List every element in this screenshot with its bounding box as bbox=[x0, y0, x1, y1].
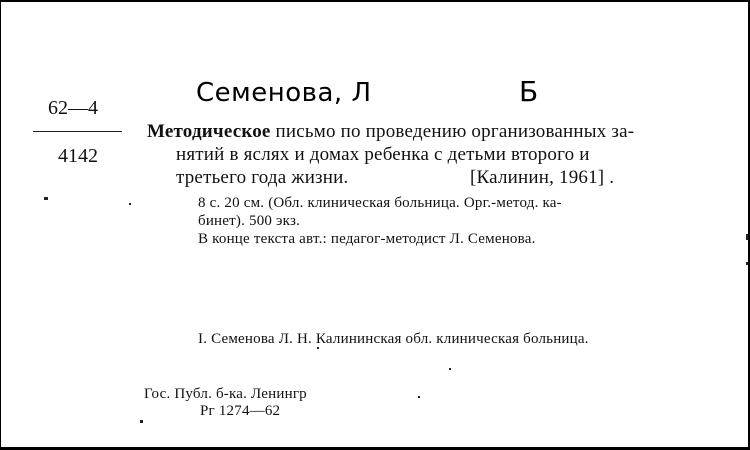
title-lead-word: Методическое bbox=[147, 121, 271, 142]
card-border-top bbox=[0, 0, 750, 2]
imprint: [Калинин, 1961] . bbox=[470, 167, 615, 188]
collation-line-2: бинет). 500 экз. bbox=[198, 213, 301, 229]
title-line-1-rest: письмо по проведению организованных за- bbox=[275, 121, 635, 142]
shelfmark-divider bbox=[33, 131, 122, 132]
handwritten-author: Семенова, Л bbox=[196, 78, 372, 108]
speck bbox=[129, 203, 131, 205]
card-number: Рг 1274—62 bbox=[200, 403, 281, 419]
speck bbox=[449, 368, 451, 370]
speck bbox=[44, 197, 48, 200]
title-line-2: нятий в яслях и домах ребенка с детьми второго и bbox=[176, 144, 590, 165]
speck bbox=[746, 262, 748, 265]
collation-line-1: 8 с. 20 см. (Обл. клиническая больница. Орг.-метод. ка- bbox=[198, 195, 562, 211]
handwritten-letter: Б bbox=[519, 75, 539, 108]
speck bbox=[317, 347, 319, 349]
speck bbox=[746, 234, 748, 240]
shelfmark-top: 62—4 bbox=[48, 97, 98, 119]
tracings: I. Семенова Л. Н. Калининская обл. клиническая больница. bbox=[198, 331, 589, 347]
title-line-3: третьего года жизни. bbox=[176, 167, 349, 188]
library-stamp: Гос. Публ. б-ка. Ленингр bbox=[144, 386, 307, 402]
speck bbox=[140, 420, 143, 423]
shelfmark-bottom: 4142 bbox=[58, 145, 98, 167]
author-note: В конце текста авт.: педагог-методист Л. Семенова. bbox=[198, 231, 536, 247]
speck bbox=[418, 396, 420, 398]
card-border-left bbox=[0, 0, 1, 450]
title-line-1 bbox=[147, 122, 634, 141]
